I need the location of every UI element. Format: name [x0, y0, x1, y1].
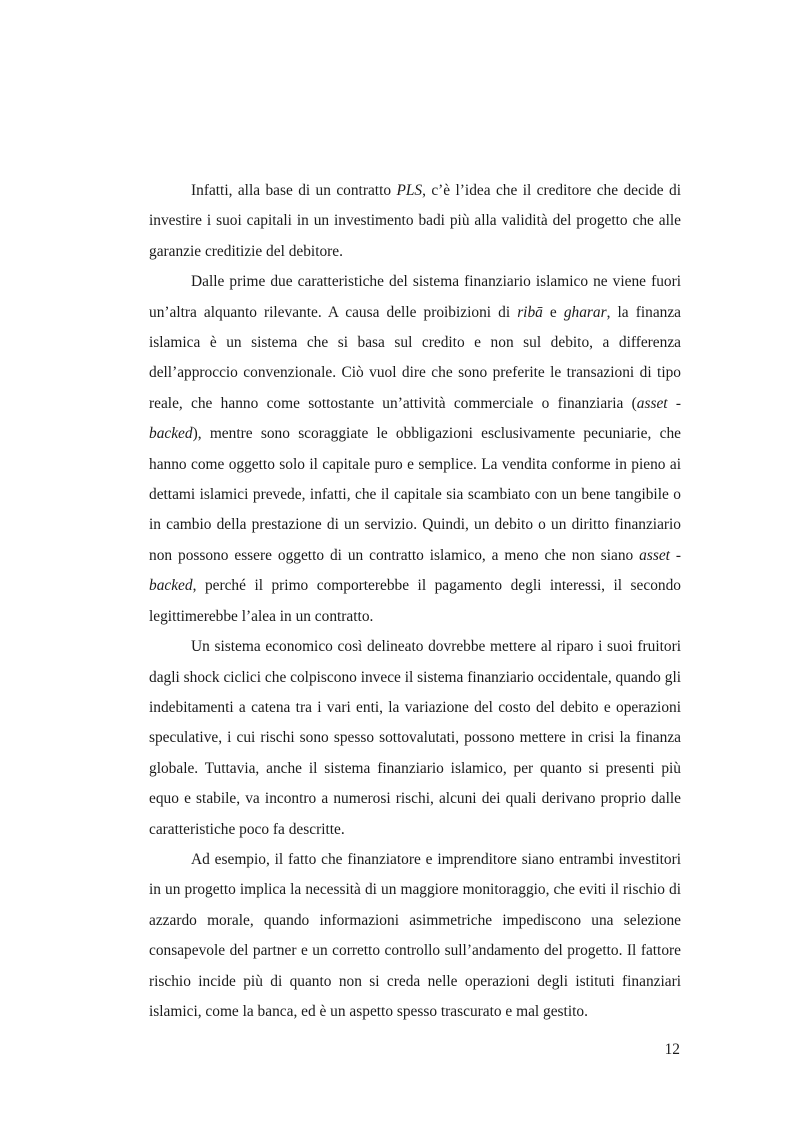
document-body: [149, 176, 681, 1027]
paragraph-text: e: [542, 303, 564, 321]
paragraph-text: , c’è l’idea che il creditore che decide di investire i suoi capitali in un investimento badi più alla validità del progetto che alle garanzie creditizie del debitore.: [149, 182, 681, 260]
paragraph-text: , perché il primo comporterebbe il pagamento degli interessi, il secondo legittimerebbe l’alea in un contratto.: [149, 577, 681, 625]
paragraph-text: , la finanza islamica è un sistema che si basa sul credito e non sul debito, a differenza dell’approccio convenzionale. Ciò vuol dire che sono preferite le transazioni di tipo reale, che hanno come sottostante un’attività commerciale o finanziaria (: [149, 303, 682, 412]
term-asset-backed: asset - backed: [149, 546, 681, 595]
paragraph-text: Un sistema economico così delineato dovrebbe mettere al riparo i suoi fruitori dagli shock ciclici che colpiscono invece il sistema finanziario occidentale, quando gli indebitamenti a catena tra i vari enti, la variazione del costo del debito e operazioni speculative, i cui rischi sono spesso sottovalutati, possono mettere in crisi la finanza globale. Tuttavia, anche il sistema finanziario islamico, per quanto si presenti più equo e stabile, va incontro a numerosi rischi, alcuni dei quali derivano proprio dalle caratteristiche poco fa descritte.: [149, 638, 681, 838]
page-number: 12: [664, 1041, 680, 1058]
paragraph-3: [149, 632, 681, 845]
paragraph-text: Dalle prime due caratteristiche del sistema finanziario islamico ne viene fuori un’altra alquanto rilevante. A causa delle proibizioni di: [149, 273, 681, 321]
paragraph-2: [149, 267, 681, 632]
paragraph-1: [149, 176, 681, 267]
paragraph-4: [149, 845, 681, 1027]
paragraph-text: Infatti, alla base di un contratto: [191, 182, 397, 199]
paragraph-text: ), mentre sono scoraggiate le obbligazioni esclusivamente pecuniarie, che hanno come oggetto solo il capitale puro e semplice. La vendita conforme in pieno ai dettami islamici prevede, infatti, che il capitale sia scambiato con un bene tangibile o in cambio della prestazione di un servizio. Quindi, un debito o un diritto finanziario non possono essere oggetto di un contratto islamico, a meno che non siano: [149, 425, 681, 564]
paragraph-text: Ad esempio, il fatto che finanziatore e imprenditore siano entrambi investitori in un progetto implica la necessità di un maggiore monitoraggio, che eviti il rischio di azzardo morale, quando informazioni asimmetriche impediscono una selezione consapevole del partner e un corretto controllo sull’andamento del progetto. Il fattore rischio incide più di quanto non si creda nelle operazioni degli istituti finanziari islamici, come la banca, ed è un aspetto spesso trascurato e mal gestito.: [149, 850, 681, 1020]
term-riba: ribā: [517, 303, 543, 321]
term-asset-backed: asset - backed: [149, 394, 681, 443]
term-pls: PLS: [396, 182, 423, 199]
term-gharar: gharar: [563, 303, 607, 321]
